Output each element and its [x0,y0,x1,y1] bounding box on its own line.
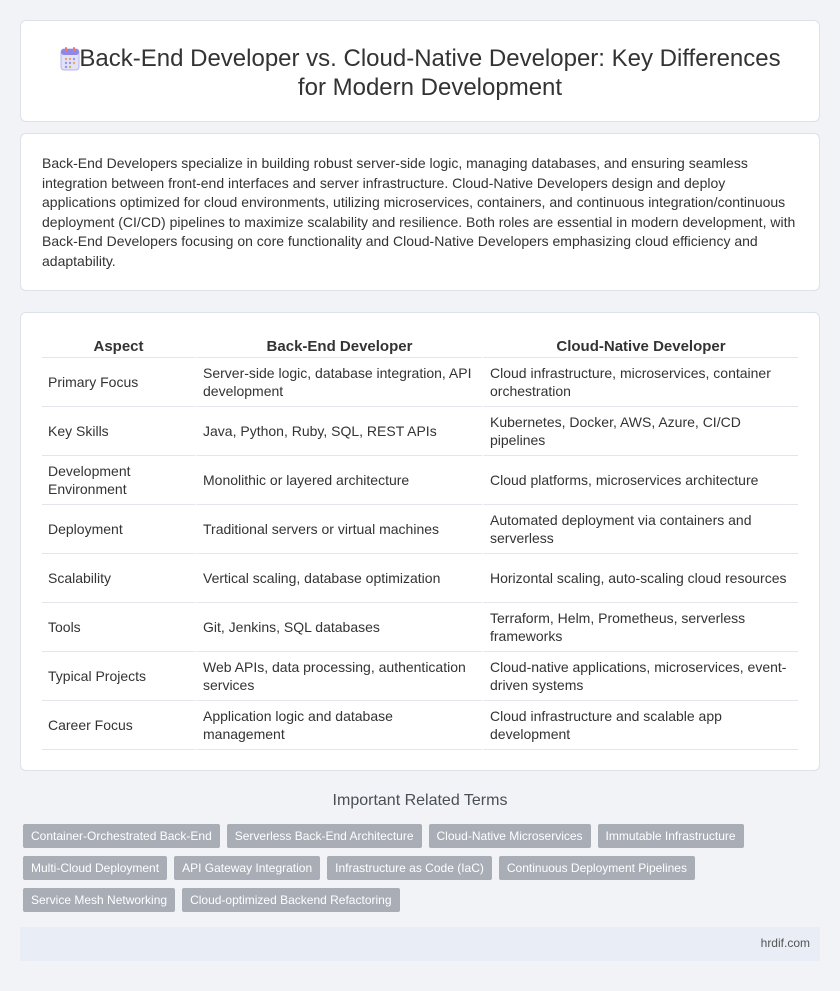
cell-back-end: Application logic and database management [195,701,482,750]
cell-back-end: Server-side logic, database integration, API development [195,358,482,407]
tag-cloud-optimized-backend-refactoring[interactable]: Cloud-optimized Backend Refactoring [182,888,399,912]
cell-back-end: Git, Jenkins, SQL databases [195,603,482,652]
cell-aspect: Typical Projects [42,652,195,701]
cell-cloud-native: Cloud-native applications, microservices, event-driven systems [482,652,798,701]
table-header-row [42,333,798,358]
header-cloud-native-developer: Cloud-Native Developer [482,333,798,358]
intro-card [20,133,820,291]
tag-api-gateway-integration[interactable]: API Gateway Integration [174,856,320,880]
cell-cloud-native: Cloud infrastructure and scalable app development [482,701,798,750]
cell-aspect: Scalability [42,554,195,603]
table-row [42,505,798,554]
cell-aspect: Tools [42,603,195,652]
tag-infrastructure-as-code[interactable]: Infrastructure as Code (IaC) [327,856,492,880]
table-row [42,554,798,603]
related-terms-heading: Important Related Terms [332,792,508,809]
comparison-table-card [20,312,820,771]
tag-immutable-infrastructure[interactable]: Immutable Infrastructure [598,824,744,848]
header-aspect: Aspect [42,333,195,358]
related-terms-tags [23,824,803,920]
cell-back-end: Traditional servers or virtual machines [195,505,482,554]
footer [20,927,820,961]
tag-row [23,856,803,880]
cell-back-end: Web APIs, data processing, authentication services [195,652,482,701]
cell-aspect: Development Environment [42,456,195,505]
tag-container-orchestrated-back-end[interactable]: Container-Orchestrated Back-End [23,824,220,848]
cell-back-end: Java, Python, Ruby, SQL, REST APIs [195,407,482,456]
tag-row [23,888,803,912]
header-back-end-developer: Back-End Developer [195,333,482,358]
table-row [42,652,798,701]
table-row [42,603,798,652]
cell-cloud-native: Cloud infrastructure, microservices, container orchestration [482,358,798,407]
cell-aspect: Deployment [42,505,195,554]
cell-aspect: Key Skills [42,407,195,456]
table-row [42,358,798,407]
page-title: Back-End Developer vs. Cloud-Native Developer: Key Differences for Modern Development [79,45,781,101]
footer-site-link[interactable]: hrdif.com [760,936,810,950]
tag-serverless-back-end-architecture[interactable]: Serverless Back-End Architecture [227,824,422,848]
tag-row [23,824,803,848]
cell-aspect: Primary Focus [42,358,195,407]
cell-back-end: Monolithic or layered architecture [195,456,482,505]
tag-cloud-native-microservices[interactable]: Cloud-Native Microservices [429,824,591,848]
cell-cloud-native: Automated deployment via containers and serverless [482,505,798,554]
title-card [20,20,820,122]
cell-cloud-native: Terraform, Helm, Prometheus, serverless frameworks [482,603,798,652]
cell-cloud-native: Cloud platforms, microservices architecture [482,456,798,505]
tag-multi-cloud-deployment[interactable]: Multi-Cloud Deployment [23,856,167,880]
table-row [42,407,798,456]
table-row [42,456,798,505]
intro-paragraph: Back-End Developers specialize in building robust server-side logic, managing databases, and ensuring seamless integration between front-end interfaces and server infrastructure. Cloud-Native Developers design and deploy applications optimized for cloud environments, utilizing microservices, containers, and continuous integration/continuous deployment (CI/CD) pipelines to maximize scalability and resilience. Both roles are essential in modern development, with Back-End Developers focusing on core functionality and Cloud-Native Developers emphasizing cloud efficiency and adaptability. [42,155,796,269]
cell-back-end: Vertical scaling, database optimization [195,554,482,603]
cell-cloud-native: Horizontal scaling, auto-scaling cloud resources [482,554,798,603]
table-row [42,701,798,750]
cell-cloud-native: Kubernetes, Docker, AWS, Azure, CI/CD pipelines [482,407,798,456]
tag-continuous-deployment-pipelines[interactable]: Continuous Deployment Pipelines [499,856,695,880]
tag-service-mesh-networking[interactable]: Service Mesh Networking [23,888,175,912]
comparison-table [42,333,798,750]
cell-aspect: Career Focus [42,701,195,750]
